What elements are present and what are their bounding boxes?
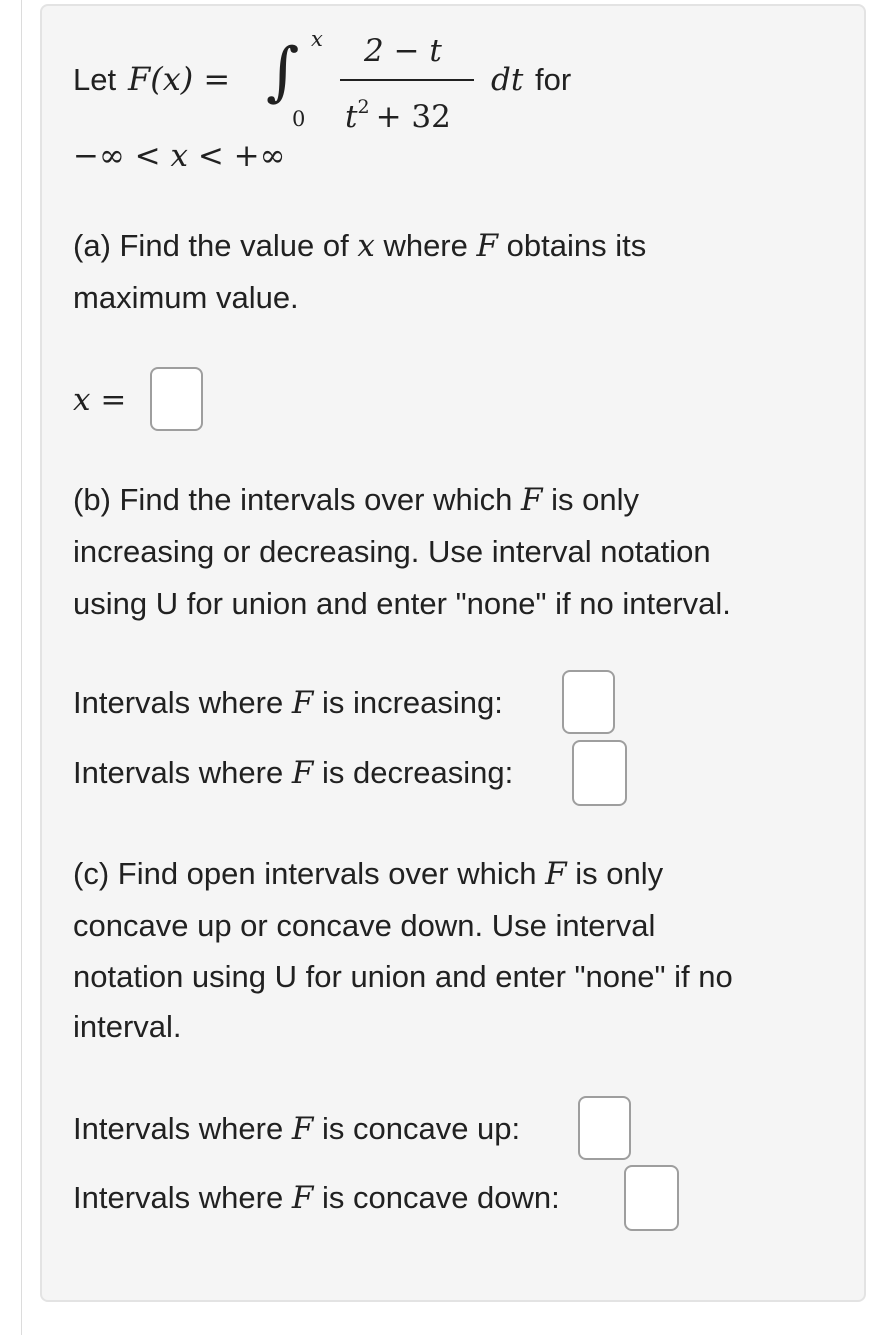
function-lhs-text: F(x) = [128,60,231,98]
decreasing-label [73,747,513,799]
part-b-line-2: increasing or decreasing. Use interval notation [73,534,711,569]
concave-down-input[interactable] [624,1165,679,1231]
part-b-post: is only [551,482,639,517]
integral-symbol: ∫ [266,35,300,109]
part-a-line-1 [73,220,646,272]
decreasing-pre: Intervals where [73,755,284,790]
integral-upper-limit: x [311,27,323,51]
increasing-pre: Intervals where [73,685,284,720]
increasing-input[interactable] [562,670,615,734]
part-a-func: F [476,228,499,264]
part-c-post: is only [575,856,664,891]
part-b-line-1 [73,474,639,526]
denominator-exponent: 2 [357,96,370,118]
let-label: Let [73,62,117,97]
part-b-func: F [520,482,543,518]
differential: dt [491,62,524,98]
domain-statement: −∞ < x < +∞ [73,138,286,174]
fraction-bar [340,79,474,81]
for-word: for [535,62,572,97]
part-a-mid: where [383,228,468,263]
decreasing-input[interactable] [572,740,627,806]
concave-up-label [73,1103,520,1155]
increasing-label [73,677,503,729]
concave-down-pre: Intervals where [73,1180,284,1215]
part-c-line-1 [73,848,663,900]
concave-down-func: F [291,1180,314,1216]
concave-up-post: is concave up: [321,1111,521,1146]
part-a-var: x [357,228,375,264]
function-lhs [128,56,230,102]
page-left-rule [21,0,22,1335]
increasing-func: F [291,685,314,721]
increasing-post: is increasing: [321,685,503,720]
decreasing-post: is decreasing: [321,755,514,790]
integral-lower-limit: 0 [292,107,306,131]
part-c-func: F [545,856,567,892]
decreasing-func: F [291,755,314,791]
fraction-denominator [345,86,451,138]
concave-up-func: F [291,1111,314,1147]
part-c-pre: (c) Find open intervals over which [73,856,537,891]
concave-up-pre: Intervals where [73,1111,284,1146]
denominator-base: t [345,99,358,135]
part-a-post: obtains its [506,228,647,263]
part-b-pre: (b) Find the intervals over which [73,482,513,517]
concave-up-input[interactable] [578,1096,631,1160]
concave-down-post: is concave down: [321,1180,560,1215]
part-a-pre: (a) Find the value of [73,228,349,263]
part-c-line-3: notation using U for union and enter "none" if no [73,959,733,994]
part-c-line-4: interval. [73,1009,182,1044]
denominator-rest: + 32 [375,99,451,135]
answer-a-input[interactable] [150,367,203,431]
part-c-line-2: concave up or concave down. Use interval [73,908,656,943]
fraction-numerator: 2 − t [364,33,442,69]
concave-down-label [73,1172,560,1224]
part-b-line-3: using U for union and enter "none" if no interval. [73,586,731,621]
answer-a-label: x = [73,382,127,418]
part-a-line-2: maximum value. [73,280,299,315]
